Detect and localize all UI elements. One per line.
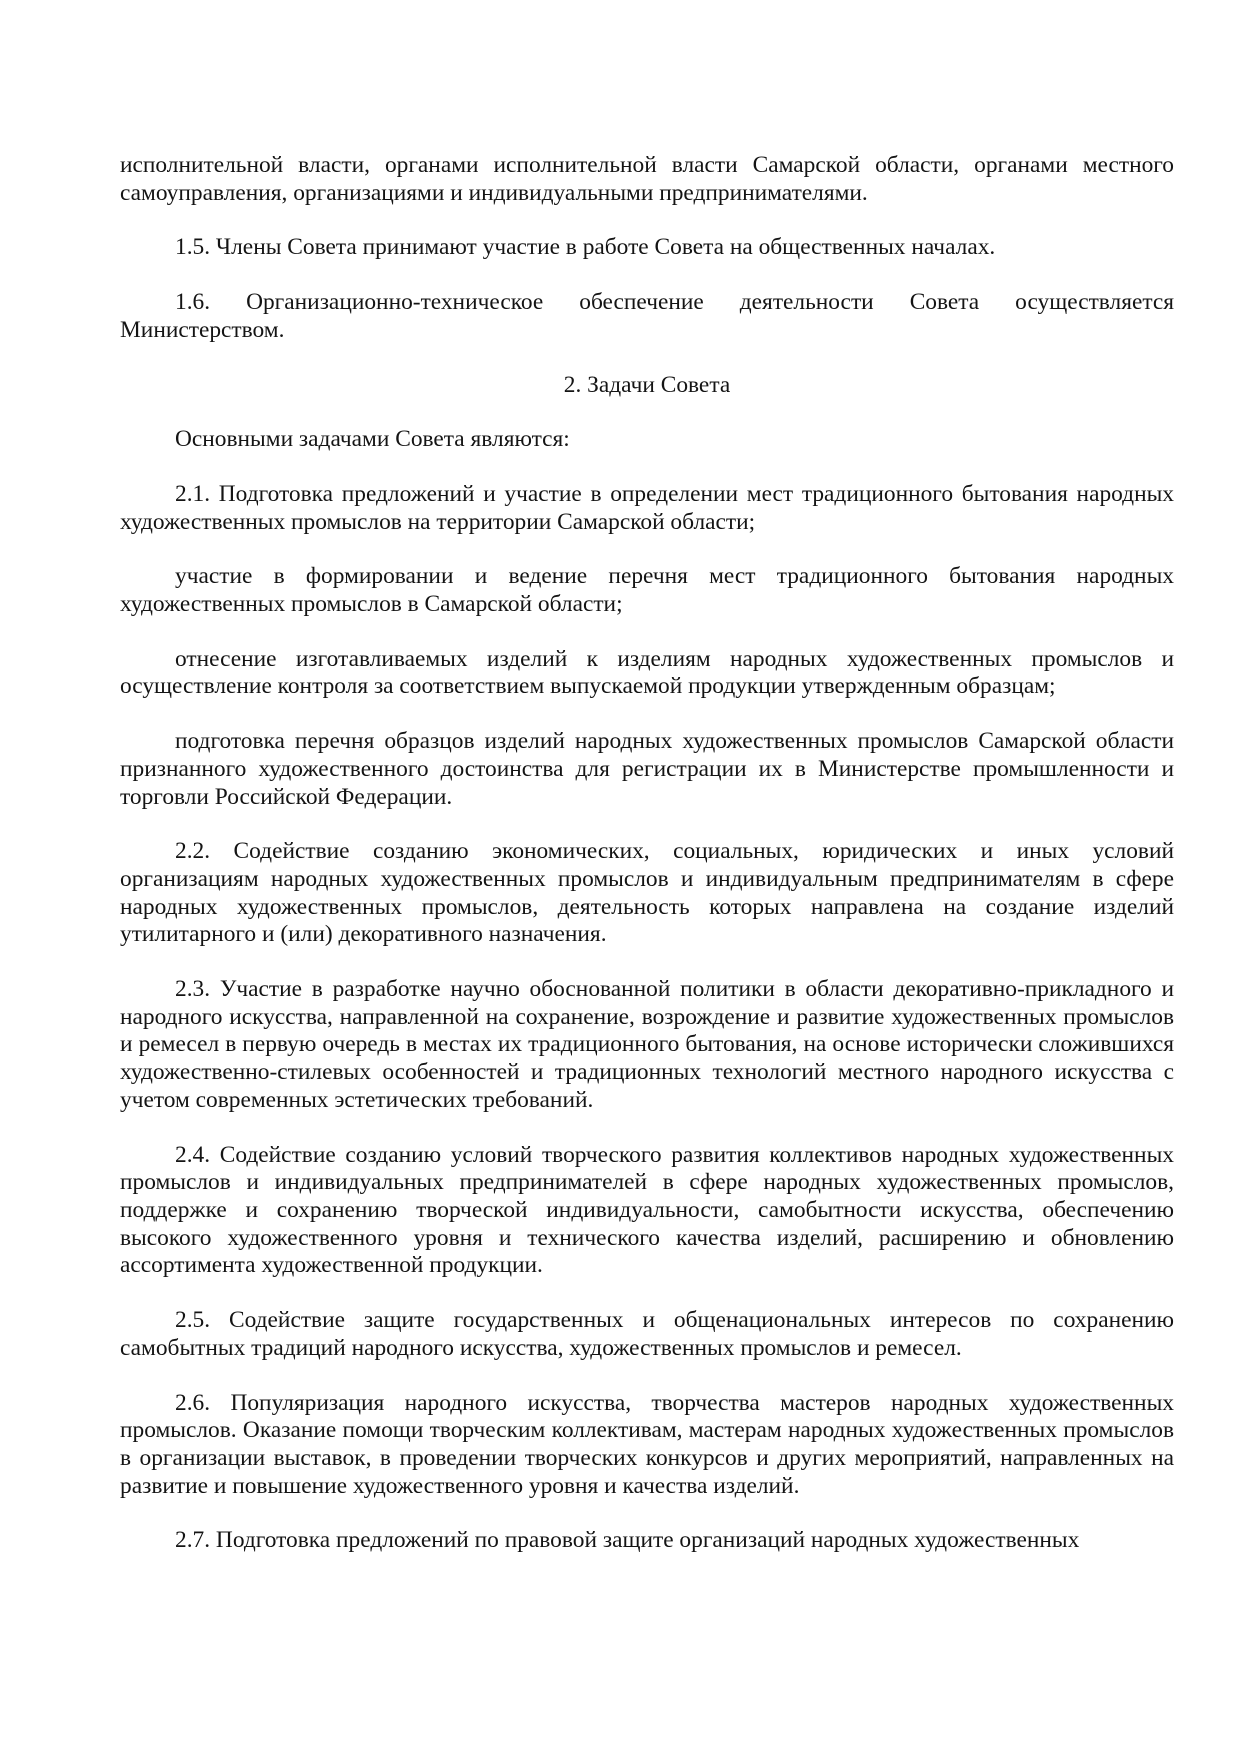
paragraph-2-5: 2.5. Содействие защите государственных и общенациональных интересов по сохранению самобытных традиций народного искусства, художественных промыслов и ремесел. (120, 1307, 1174, 1361)
section-heading-2: 2. Задачи Совета (563, 371, 731, 398)
paragraph-2-3: 2.3. Участие в разработке научно обоснованной политики в области декоративно-прикладного и народного искусства, направленной на сохранение, возрождение и развитие художественных промыслов и ремесел в первую очередь в местах их традиционного бытования, на основе исторически сложившихся художественно-стилевых особенностей и традиционных технологий местного народного искусства с учетом современных эстетических требований. (120, 976, 1174, 1113)
paragraph-2-7: 2.7. Подготовка предложений по правовой защите организаций народных художественных (175, 1527, 1080, 1554)
paragraph-2-2: 2.2. Содействие созданию экономических, социальных, юридических и иных условий организациям народных художественных промыслов и индивидуальным предпринимателям в сфере народных художественных промыслов, деятельность которых направлена на создание изделий утилитарного и (или) декоративного назначения. (120, 838, 1174, 948)
paragraph-1-6: 1.6. Организационно-техническое обеспечение деятельности Совета осуществляется Министерством. (120, 289, 1174, 343)
paragraph-2-4: 2.4. Содействие созданию условий творческого развития коллективов народных художественных промыслов и индивидуальных предпринимателей в сфере народных художественных промыслов, поддержке и сохранению творческой индивидуальности, самобытности искусства, обеспечению высокого художественного уровня и технического качества изделий, расширению и обновлению ассортимента художественной продукции. (120, 1141, 1174, 1279)
paragraph-2-1-list-item: участие в формировании и ведение перечня мест традиционного бытования народных художественных промыслов в Самарской области; (120, 563, 1174, 618)
document-body (120, 152, 1174, 1582)
paragraph-tasks-intro: Основными задачами Совета являются: (175, 426, 570, 453)
paragraph-continuation: исполнительной власти, органами исполнительной власти Самарской области, органами местного самоуправления, организациями и индивидуальными предпринимателями. (120, 152, 1174, 206)
paragraph-2-1: 2.1. Подготовка предложений и участие в определении мест традиционного бытования народных художественных промыслов на территории Самарской области; (120, 480, 1174, 535)
paragraph-2-6: 2.6. Популяризация народного искусства, творчества мастеров народных художественных промыслов. Оказание помощи творческим коллективам, мастерам народных художественных промыслов в организации выставок, в проведении творческих конкурсов и других мероприятий, направленных на развитие и повышение художественного уровня и качества изделий. (120, 1389, 1174, 1499)
paragraph-2-1-list-item: подготовка перечня образцов изделий народных художественных промыслов Самарской области признанного художественного достоинства для регистрации их в Министерстве промышленности и торговли Российской Федерации. (120, 728, 1174, 810)
paragraph-2-1-list-item: отнесение изготавливаемых изделий к изделиям народных художественных промыслов и осуществление контроля за соответствием выпускаемой продукции утвержденным образцам; (120, 645, 1174, 700)
paragraph-1-5: 1.5. Члены Совета принимают участие в работе Совета на общественных началах. (175, 234, 996, 261)
